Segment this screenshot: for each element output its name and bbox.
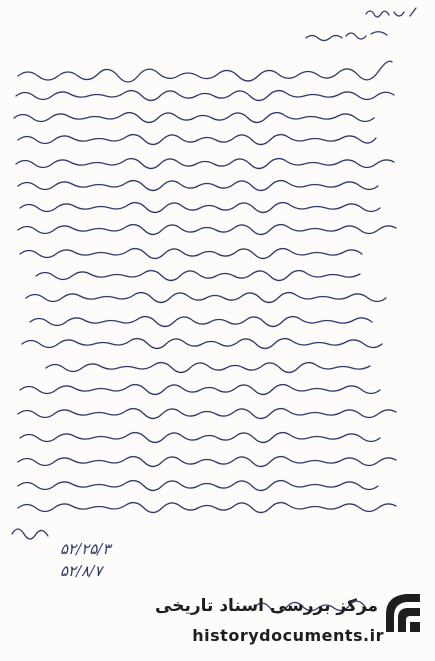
hw-line [26,293,386,303]
watermark-url: historydocuments.ir [192,626,384,645]
reference-number: ۵۲/۲۵/۳ [60,540,111,558]
hw-line [18,503,396,513]
hw-line [20,385,380,395]
document-reference [60,538,170,582]
watermark-title: مرکز بررسی اسناد تاریخی [155,596,378,616]
hw-line [20,203,380,213]
hw-line [30,317,372,327]
document-date: ۵۲/۸/۷ [60,562,103,580]
hw-line [366,8,416,17]
hw-line [16,159,394,169]
hw-line [46,363,370,373]
hw-line [20,249,362,259]
hw-line [14,113,374,123]
hw-line [306,32,387,41]
hw-line [18,457,396,467]
hw-line [36,271,360,281]
hw-line [18,409,396,419]
hw-line [12,529,48,539]
hw-line [22,339,382,349]
hw-line [18,481,378,491]
hw-line [18,61,392,82]
watermark [110,586,430,656]
handwriting-strokes [6,4,429,564]
hw-line [18,181,378,191]
handwritten-body [6,4,429,564]
hw-line [20,433,380,443]
hw-line [16,91,394,101]
hw-line [18,135,376,145]
hw-line [18,225,396,235]
archive-emblem-icon [376,588,430,642]
